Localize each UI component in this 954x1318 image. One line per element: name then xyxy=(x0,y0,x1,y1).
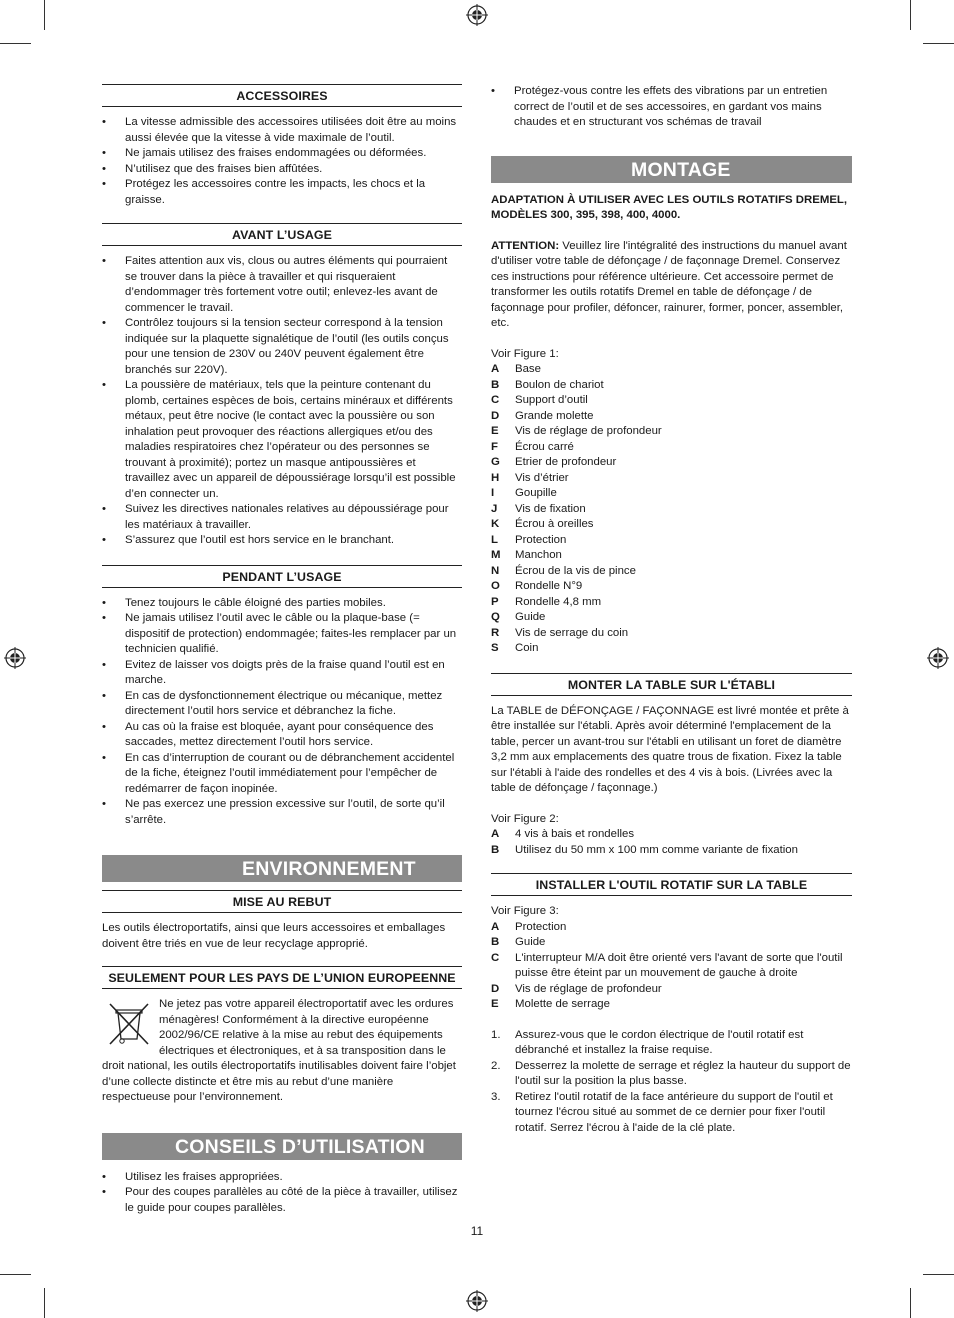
legend-row xyxy=(491,471,852,487)
legend-key: B xyxy=(491,843,500,856)
legend-row xyxy=(491,424,852,440)
legend-value: Protection xyxy=(515,920,567,933)
legend-key: L xyxy=(491,533,498,546)
legend-value: Base xyxy=(515,363,541,375)
legend-key: B xyxy=(491,378,500,391)
ue-text-content: Ne jetez pas votre appareil électroportatif avec les ordures ménagères! Conformément à la directive européenne 2002/96/CE relative à la mise au rebut des équipements électriques et électroniques, et à sa transposition dans le droit national, les outils électroportatifs inutilisables doivent faire l’objet d’une collecte distincte et être mis au rebut d’une manière respectueuse pour l’environnement. xyxy=(102,998,456,1103)
legend-value: Protection xyxy=(515,533,567,546)
step-item xyxy=(491,1028,852,1059)
list-item: • Evitez de laisser vos doigts près de la fraise quand l’outil est en marche. xyxy=(102,658,462,689)
avant-list xyxy=(102,254,462,549)
legend-value: Coin xyxy=(515,642,539,654)
registration-mark-icon xyxy=(466,1290,488,1312)
crop-mark xyxy=(44,1288,45,1318)
list-item: • Ne pas exercez une pression excessive sur l’outil, de sorte qu’il s’arrête. xyxy=(102,797,462,828)
step-text: Retirez l'outil rotatif de la face antérieure du support de l'outil et tournez l'écrou situé au sommet de ce dernier pour fixer l'outil rotatif. Serrez l'écrou à l'aide de la clé plate. xyxy=(515,1090,833,1134)
list-item: • Au cas où la fraise est bloquée, ayant pour conséquence des saccades, mettez directement l’outil hors service. xyxy=(102,720,462,751)
accessoires-list xyxy=(102,115,462,208)
legend-row xyxy=(491,517,852,533)
list-item: • Protégez-vous contre les effets des vibrations par un entretien correct de l’outil et de ses accessoires, en gardant vos mains chaudes et en structurant vos schémas de travail xyxy=(491,84,852,131)
legend-key: G xyxy=(491,456,500,468)
list-item: • S’assurez que l’outil est hors service en le branchant. xyxy=(102,533,462,549)
legend-key: N xyxy=(491,564,500,577)
legend-row xyxy=(491,595,852,611)
legend-value: Molette de serrage xyxy=(515,998,610,1010)
fig1-intro: Voir Figure 1: xyxy=(491,347,559,360)
legend-row xyxy=(491,626,852,642)
legend-row xyxy=(491,610,852,626)
crop-mark xyxy=(0,43,31,44)
legend-key: D xyxy=(491,409,500,422)
legend-row xyxy=(491,455,852,471)
legend-value: Grande molette xyxy=(515,409,594,422)
list-item: • Pour des coupes parallèles au côté de la pièce à travailler, utilisez le guide pour coupes parallèles. xyxy=(102,1185,462,1216)
legend-key: A xyxy=(491,828,500,840)
registration-mark-icon xyxy=(466,4,488,26)
step-number: 3. xyxy=(491,1090,501,1103)
figure2-legend xyxy=(491,827,852,858)
legend-value: Vis de réglage de profondeur xyxy=(515,982,662,995)
step-number: 1. xyxy=(491,1028,501,1041)
legend-row xyxy=(491,362,852,378)
legend-key: A xyxy=(491,920,500,933)
legend-value: Support d’outil xyxy=(515,394,588,406)
legend-key: R xyxy=(491,626,500,639)
legend-value: Rondelle 4,8 mm xyxy=(515,595,602,608)
ue-text xyxy=(102,997,462,1106)
legend-row xyxy=(491,935,852,951)
pendant-list xyxy=(102,596,462,829)
legend-value: Écrou de la vis de pince xyxy=(515,564,636,577)
legend-key: C xyxy=(491,951,500,964)
legend-key: E xyxy=(491,425,499,437)
legend-value: Boulon de chariot xyxy=(515,378,604,391)
legend-value: Écrou carré xyxy=(515,440,574,453)
legend-value: Goupille xyxy=(515,487,557,499)
list-item: • La vitesse admissible des accessoires utilisées doit être au moins aussi élevée que la vitesse à vide maximale de l’outil. xyxy=(102,115,462,146)
legend-row xyxy=(491,920,852,936)
etabli-text: La TABLE de DÉFONÇAGE / FAÇONNAGE est livré montée et prête à être installée sur l'établi. Après avoir déterminé l'emplacement de la table, percer un avant-trou sur l'établi en utilisant un foret de diamètre 3,2 mm aux emplacements des quatre trous de fixation. Fixez la table sur l'établi à l'aide des rondelles et des 4 vis à bois. (Livrées avec la table de défonçage / façonnage.) xyxy=(491,704,849,794)
rebut-text: Les outils électroportatifs, ainsi que leurs accessoires et emballages doivent être triés en vue de leur recyclage approprié. xyxy=(102,922,446,950)
legend-row xyxy=(491,409,852,425)
legend-value: L'interrupteur M/A doit être orienté vers l'avant de sorte que l'outil puisse être éteint par un mouvement de gauche à droite xyxy=(515,951,843,979)
list-item: • Ne jamais utilisez l’outil avec le câble ou la plaque-base (= dispositif de protection) endommagée; faites-les remplacer par un technicien qualifié. xyxy=(102,611,462,658)
legend-row xyxy=(491,997,852,1013)
legend-row xyxy=(491,440,852,456)
list-item: • Protégez les accessoires contre les impacts, les chocs et la graisse. xyxy=(102,177,462,208)
section-heading-installer: INSTALLER L'OUTIL ROTATIF SUR LA TABLE xyxy=(491,873,852,896)
section-heading-pendant: PENDANT L’USAGE xyxy=(102,565,462,588)
legend-row xyxy=(491,378,852,394)
adaptation-note: ADAPTATION À UTILISER AVEC LES OUTILS ROTATIFS DREMEL, MODÈLES 300, 395, 398, 400, 4000. xyxy=(491,193,848,221)
legend-key: K xyxy=(491,518,500,530)
list-item: • Tenez toujours le câble éloigné des parties mobiles. xyxy=(102,596,462,612)
installation-steps xyxy=(491,1028,852,1137)
legend-value: Vis de réglage de profondeur xyxy=(515,425,662,437)
legend-row xyxy=(491,548,852,564)
legend-row xyxy=(491,393,852,409)
legend-key: O xyxy=(491,580,500,592)
legend-value: Rondelle N°9 xyxy=(515,580,583,592)
legend-row xyxy=(491,579,852,595)
left-column xyxy=(102,84,462,1216)
legend-key: M xyxy=(491,549,501,561)
legend-key: H xyxy=(491,471,500,484)
legend-row xyxy=(491,982,852,998)
legend-value: Utilisez du 50 mm x 100 mm comme variante de fixation xyxy=(515,843,798,856)
crop-mark xyxy=(923,43,954,44)
weee-block xyxy=(102,997,462,1106)
crop-mark xyxy=(923,1274,954,1275)
band-conseils: CONSEILS D’UTILISATION xyxy=(102,1133,462,1160)
legend-row xyxy=(491,533,852,549)
crop-mark xyxy=(910,1288,911,1318)
section-heading-avant: AVANT L’USAGE xyxy=(102,223,462,246)
legend-key: C xyxy=(491,394,500,406)
legend-value: Guide xyxy=(515,936,546,948)
legend-row xyxy=(491,843,852,859)
section-heading-ue: SEULEMENT POUR LES PAYS DE L’UNION EUROPEENNE xyxy=(102,966,462,989)
page-number: 11 xyxy=(470,1224,484,1238)
legend-row xyxy=(491,641,852,657)
figure1-legend xyxy=(491,362,852,657)
legend-value: Vis d’étrier xyxy=(515,471,569,484)
legend-key: A xyxy=(491,363,500,375)
list-item: • Utilisez les fraises appropriées. xyxy=(102,1170,462,1186)
right-column xyxy=(491,84,852,1136)
legend-key: D xyxy=(491,982,500,995)
list-item: • Ne jamais utilisez des fraises endommagées ou déformées. xyxy=(102,146,462,162)
vibration-list xyxy=(491,84,852,131)
section-heading-etabli: MONTER LA TABLE SUR L'ÉTABLI xyxy=(491,673,852,696)
legend-key: F xyxy=(491,440,498,453)
fig3-intro: Voir Figure 3: xyxy=(491,905,559,917)
step-text: Assurez-vous que le cordon électrique de l'outil rotatif est débranché et installez la fraise requise. xyxy=(515,1028,804,1056)
legend-row xyxy=(491,951,852,982)
legend-key: B xyxy=(491,936,500,948)
legend-key: I xyxy=(491,487,495,499)
legend-row xyxy=(491,502,852,518)
legend-key: E xyxy=(491,998,499,1010)
legend-value: Vis de serrage du coin xyxy=(515,626,629,639)
crop-mark xyxy=(0,1274,31,1275)
section-heading-accessoires: ACCESSOIRES xyxy=(102,84,462,107)
legend-row xyxy=(491,827,852,843)
list-item: • En cas de dysfonctionnement électrique ou mécanique, mettez directement l’outil hors service et débranchez la fiche. xyxy=(102,689,462,720)
legend-value: Manchon xyxy=(515,549,562,561)
list-item: • En cas d’interruption de courant ou de débranchement accidentel de la fiche, éteignez l’outil immédiatement pour l’empêcher de redémarrer de façon inopinée. xyxy=(102,751,462,798)
attention-paragraph xyxy=(491,239,852,332)
step-text: Desserrez la molette de serrage et réglez la hauteur du support de l'outil sur la position la plus basse. xyxy=(515,1059,851,1087)
legend-key: S xyxy=(491,642,499,654)
legend-value: 4 vis à bais et rondelles xyxy=(515,828,635,840)
fig2-intro: Voir Figure 2: xyxy=(491,812,559,825)
figure3-legend xyxy=(491,920,852,1013)
list-item: • Faites attention aux vis, clous ou autres éléments qui pourraient se trouver dans la pièce à travailler et qui risqueraient d’endommager très fortement votre outil; enlevez-les avant de commencer le travail. xyxy=(102,254,462,316)
legend-value: Guide xyxy=(515,611,546,623)
legend-key: Q xyxy=(491,611,500,623)
legend-row xyxy=(491,486,852,502)
conseils-list xyxy=(102,1170,462,1217)
list-item: • Contrôlez toujours si la tension secteur correspond à la tension indiquée sur la plaquette signalétique de l’outil (les outils conçus pour une tension de 230V ou 240V peuvent également être branchés sur 220V). xyxy=(102,316,462,378)
band-environnement: ENVIRONNEMENT xyxy=(102,855,462,882)
legend-value: Vis de fixation xyxy=(515,502,586,515)
step-item xyxy=(491,1059,852,1090)
step-number: 2. xyxy=(491,1059,501,1072)
registration-mark-icon xyxy=(927,647,949,669)
crop-mark xyxy=(44,0,45,30)
attention-label: ATTENTION: xyxy=(491,239,560,252)
attention-text: Veuillez lire l'intégralité des instructions du manuel avant d'utiliser votre table de défonçage / de façonnage Dremel. Conservez ces instructions pour référence ultérieure. Cet accessoire permet de transformer les outils rotatifs Dremel en table de défonçage / de façonnage pour profiler, défoncer, rainurer, former, poncer, assembler, etc. xyxy=(491,239,847,329)
list-item: • La poussière de matériaux, tels que la peinture contenant du plomb, certaines espèces de bois, certains minéraux et différents métaux, peut être nocive (le contact avec la poussière ou son inhalation peut provoquer des réactions allergiques et/ou des maladies respiratoires chez l’opérateur ou des personnes se trouvant à proximité); portez un masque antipoussières et travaillez avec un appareil de dépoussiérage lorsqu’il est possible d’en connecter un. xyxy=(102,378,462,502)
crop-mark xyxy=(910,0,911,30)
legend-key: P xyxy=(491,595,499,608)
legend-key: J xyxy=(491,502,498,515)
legend-value: Écrou à oreilles xyxy=(515,518,594,530)
list-item: • Suivez les directives nationales relatives au dépoussiérage pour les matériaux à travailler. xyxy=(102,502,462,533)
band-montage: MONTAGE xyxy=(491,156,852,183)
legend-row xyxy=(491,564,852,580)
section-heading-rebut: MISE AU REBUT xyxy=(102,890,462,913)
list-item: • N’utilisez que des fraises bien affûtées. xyxy=(102,162,462,178)
legend-value: Etrier de profondeur xyxy=(515,456,617,468)
registration-mark-icon xyxy=(4,647,26,669)
step-item xyxy=(491,1090,852,1137)
crossed-bin-icon xyxy=(106,1001,152,1047)
